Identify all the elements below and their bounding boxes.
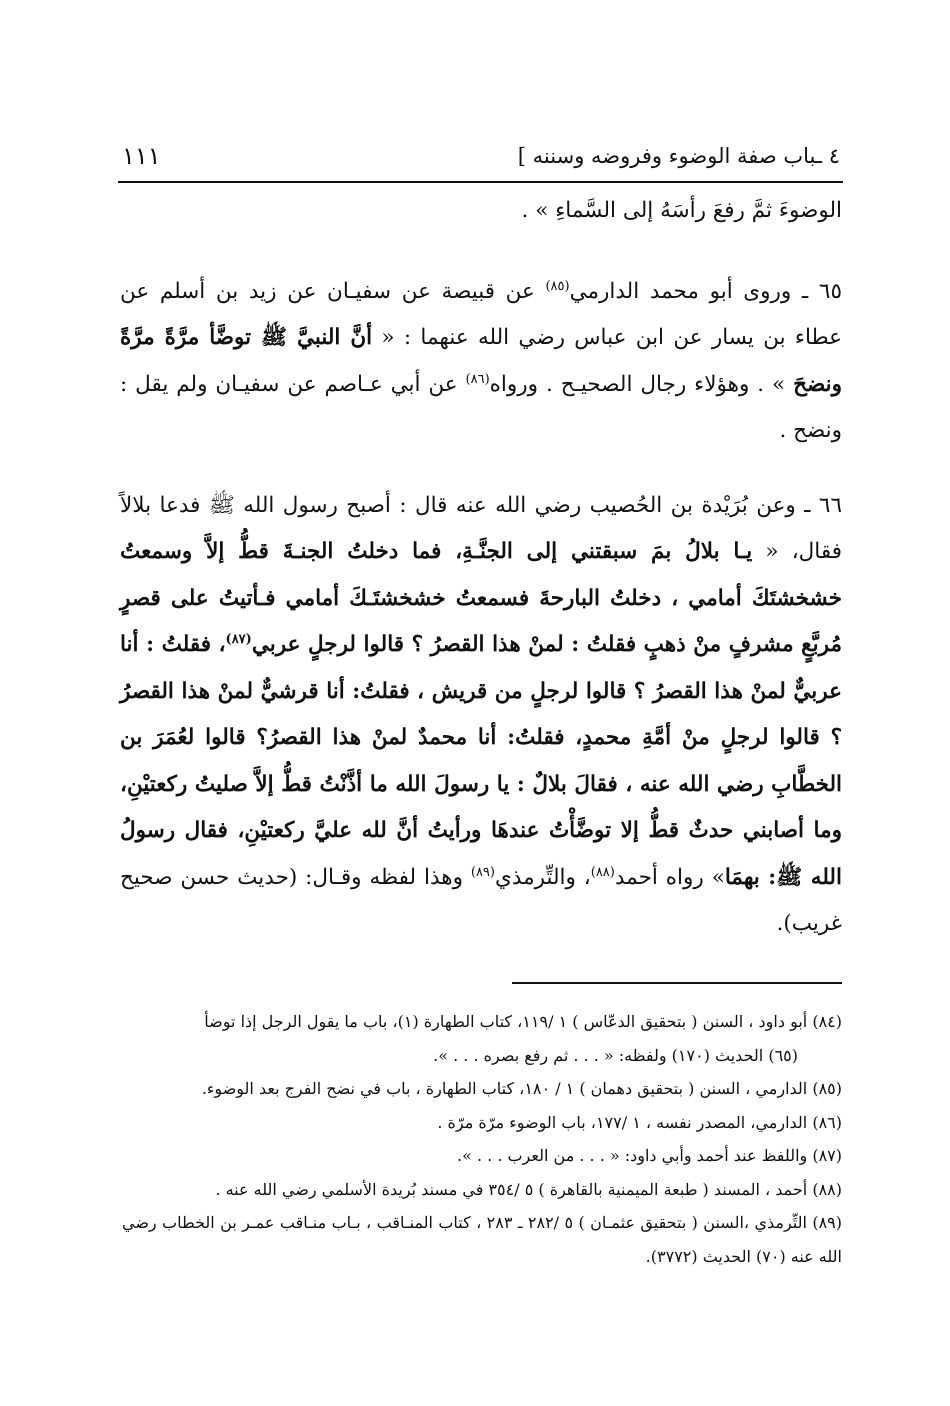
footnote-84-continuation: (٦٥) الحديث (١٧٠) ولفظه: « . . . ثم رفع بصره . . . ». <box>433 1045 798 1065</box>
hadith-text: ٦٦ ـ وعن بُرَيْدة بن الحُصيب رضي الله عنه قال : أصبح رسول الله ﷺ فدعا بلالاً فقال، « <box>120 492 842 564</box>
footnote-rule <box>512 982 842 984</box>
hadith-quote: ، فقلتُ : أنا عربيٌّ لمنْ هذا القصرُ ؟ قالوا لرجلٍ من قريش ، فقلتُ: أنا قرشيٌّ لمنْ هذا القصرُ ؟ قالوا لرجلٍ منْ أمَّةِ محمدٍ، فقلتُ: أنا محمدٌ لمنْ هذا القصرُ؟ قالوا لعُمَرَ بن الخطَّابِ رضي الله عنه ، فقالَ بلالٌ : يا رسولَ الله ما أذَّنْتُ قطُّ إلاَّ صليتُ ركعتيْنِ، وما أصابني حدثٌ قطُّ إلا توضَّأْتُ عندهَا ورأيتُ أنَّ لله عليَّ ركعتيْنِ، فقال رسولُ الله ﷺ: بهمَا <box>120 632 842 890</box>
paragraph-continuation <box>120 188 842 235</box>
footnote-ref: (٨٦) <box>465 371 490 387</box>
header-rule <box>118 181 843 183</box>
running-header <box>118 138 840 178</box>
footnote-ref: (٨٧) <box>225 631 252 647</box>
footnote-ref: (٨٩) <box>470 864 495 880</box>
chapter-title: ٤ ـباب صفة الوضوء وفروضه وسننه ] <box>517 144 840 168</box>
hadith-text: ، والتِّرمذي <box>495 864 591 890</box>
footnote-84: (٨٤) أبو داود ، السنن ( بتحقيق الدعّاس ) ١ /١١٩، كتاب الطهارة (١)، باب ما يقول الرجل إذا توضأ <box>204 1012 842 1031</box>
hadith-text: » رواه أحمد <box>614 864 725 890</box>
hadith-65 <box>120 269 842 455</box>
footnote-89: (٨٩) التِّرمذي ،السنن ( بتحقيق عثمـان ) ٥ /٢٨٢ ـ ٢٨٣ ، كتاب المنـاقب ، بـاب منـاقب عمـر بن الخطاب رضي الله عنه (٧٠) الحديث (٣٧٧٢). <box>122 1213 842 1266</box>
hadith-quote: يـا بلالُ بمَ سبقتني إلى الجنَّـةِ، فما دخلتُ الجنـةَ قطُّ إلاَّ وسمعتُ خشخشتَكَ أمامي ، دخلتُ البارحةَ فسمعتُ خشخشتَـكَ أمامي فـأتيتُ على قصرٍ مُربَّعٍ مشرفٍ منْ ذهبٍ فقلتُ : لمنْ هذا القصرُ ؟ قالوا لرجلٍ عربي <box>120 539 842 657</box>
hadith-text: ٦٥ ـ وروى أبو محمد الدارمي <box>569 278 842 304</box>
main-text <box>120 188 842 948</box>
paragraph-gap <box>120 455 842 483</box>
hadith-text: وهذا لفظه وقـال: (حديث حسن صحيح غريب). <box>120 864 842 936</box>
hadith-66 <box>120 483 842 948</box>
hadith-text: عن قبيصة عن سفيـان عن زيد بن أسلم عن عطاء بن يسار عن ابن عباس رضي الله عنهما : « <box>120 278 843 350</box>
hadith-quote: أنَّ النبيَّ ﷺ توضَّأ مرَّةً مرَّةً ونضحَ <box>120 325 842 397</box>
page-number: ١١١ <box>122 142 161 170</box>
footnote-ref: (٨٥) <box>545 278 570 294</box>
hadith-text: عن أبي عـاصم عن سفيـان ولم يقل : ونضح . <box>120 371 842 443</box>
footnote-85: (٨٥) الدارمي ، السنن ( بتحقيق دهمان ) ١ / ١٨٠، كتاب الطهارة ، باب في نضح الفرج بعد الوضوء. <box>201 1079 842 1098</box>
footnote-86: (٨٦) الدارمي، المصدر نفسه ، ١ /١٧٧، باب الوضوء مرّة مرّة . <box>437 1112 842 1132</box>
paragraph-gap <box>120 235 842 269</box>
footnote-88: (٨٨) أحمد ، المسند ( طبعة الميمنية بالقاهرة ) ٥ /٣٥٤ في مسند بُريدة الأسلمي رضي الله عنه . <box>215 1179 842 1199</box>
paragraph-text: الوضوءَ ثمَّ رفعَ رأسَهُ إلى السَّماءِ » . <box>521 198 842 223</box>
footnote-87: (٨٧) واللفظ عند أحمد وأبي داود: « . . . من العرب . . . ». <box>457 1146 842 1165</box>
hadith-text: » . وهؤلاء رجال الصحيـح . ورواه <box>489 371 794 397</box>
footnote-ref: (٨٨) <box>590 864 615 880</box>
footnotes <box>122 1005 842 1273</box>
